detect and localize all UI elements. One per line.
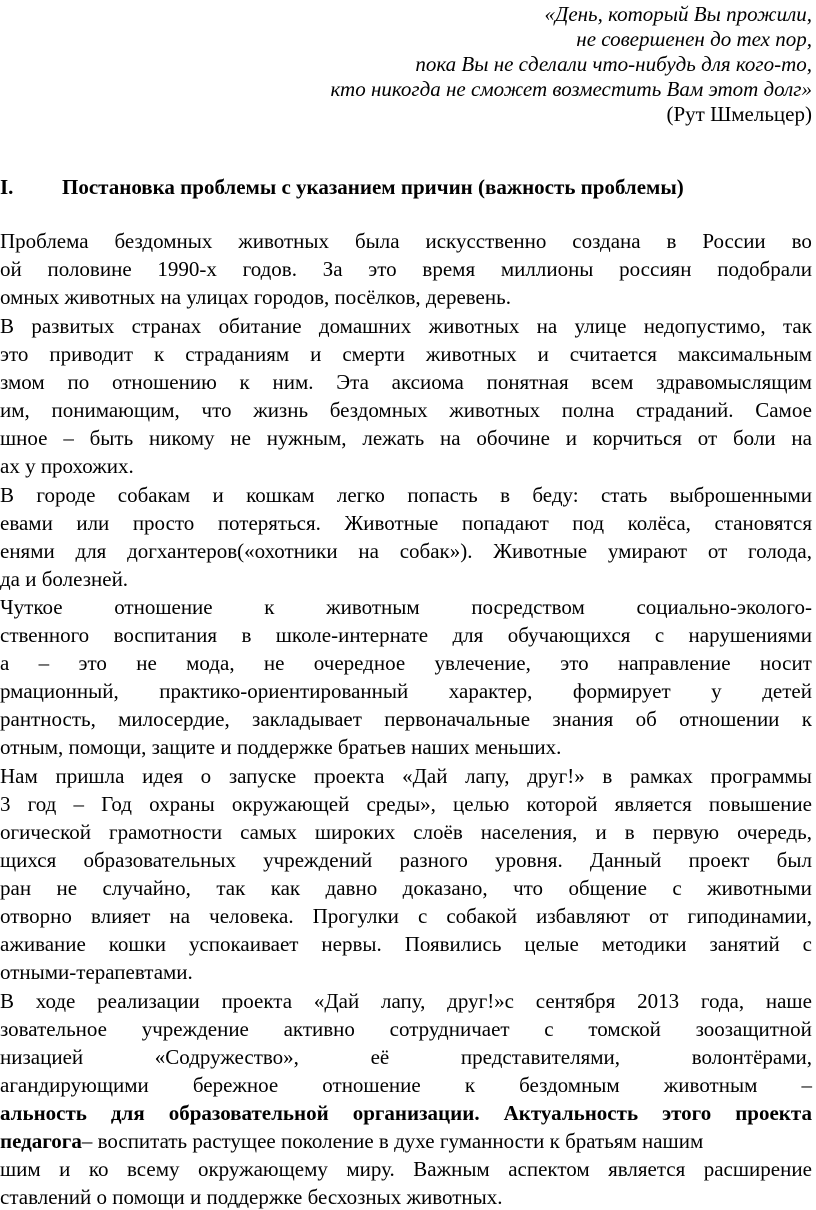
text-line: шим и ко всему окружающему миру. Важным аспектом является расширение	[0, 1157, 812, 1181]
epigraph-line: кто никогда не сможет возместить Вам этот долг»	[330, 77, 812, 101]
text-line: педагога– воспитать растущее поколение в духе гуманности к братьям нашим	[0, 1129, 704, 1153]
epigraph-line: «День, который Вы прожили,	[544, 2, 812, 26]
text-line: это приводит к страданиям и смерти животных и считается максимальным	[0, 342, 812, 366]
text-line: отворно влияет на человека. Прогулки с собакой избавляют от гиподинамии,	[0, 904, 812, 928]
text-line: зовательное учреждение активно сотрудничает с томской зоозащитной	[0, 1017, 812, 1041]
epigraph	[330, 2, 812, 127]
text-line: отным, помощи, защите и поддержке братьев наших меньших.	[0, 735, 562, 759]
text-line: аживание кошки успокаивает нервы. Появились целые методики занятий с	[0, 932, 812, 956]
epigraph-line: пока Вы не сделали что-нибудь для кого-то,	[415, 52, 812, 76]
epigraph-author: (Рут Шмельцер)	[666, 102, 812, 126]
text-line: ставлений о помощи и поддержке бесхозных животных.	[0, 1185, 503, 1209]
text-line: ой половине 1990-х годов. За это время миллионы россиян подобрали	[0, 257, 812, 281]
text-line: им, понимающим, что жизнь бездомных животных полна страданий. Самое	[0, 398, 812, 422]
text-line: ственного воспитания в школе-интернате для обучающихся с нарушениями	[0, 623, 812, 647]
text-line: омных животных на улицах городов, посёлков, деревень.	[0, 285, 511, 309]
text-line: В городе собакам и кошкам легко попасть в беду: стать выброшенными	[0, 483, 812, 507]
text-line: Нам пришла идея о запуске проекта «Дай лапу, друг!» в рамках программы	[0, 764, 812, 788]
text-line: В развитых странах обитание домашних животных на улице недопустимо, так	[0, 314, 812, 338]
text-line: низацией «Содружество», её представителями, волонтёрами,	[0, 1045, 812, 1069]
text-line: Проблема бездомных животных была искусственно создана в России во	[0, 229, 812, 253]
section-number: I.	[0, 175, 14, 199]
text-line: В ходе реализации проекта «Дай лапу, друг!»с сентября 2013 года, наше	[0, 989, 812, 1013]
text-line: ах у прохожих.	[0, 454, 134, 478]
text-line: змом по отношению к ним. Эта аксиома понятная всем здравомыслящим	[0, 370, 812, 394]
text-line: рмационный, практико-ориентированный характер, формирует у детей	[0, 679, 812, 703]
text-line: ран не случайно, так как давно доказано, что общение с животными	[0, 876, 812, 900]
text-line: агандирующими бережное отношение к бездомным животным –	[0, 1073, 812, 1097]
text-line: Чуткое отношение к животным посредством социально-эколого-	[0, 595, 812, 619]
text-line: да и болезней.	[0, 567, 129, 591]
text-line: огической грамотности самых широких слоёв населения, и в первую очередь,	[0, 820, 812, 844]
text-line: альность для образовательной организации. Актуальность этого проекта	[0, 1101, 812, 1125]
section-title: Постановка проблемы с указанием причин (важность проблемы)	[62, 175, 684, 199]
text-line: 3 год – Год охраны окружающей среды», целью которой является повышение	[0, 792, 812, 816]
text-line: а – это не мода, не очередное увлечение, это направление носит	[0, 651, 812, 675]
section-heading	[0, 174, 684, 200]
text-line: шное – быть никому не нужным, лежать на обочине и корчиться от боли на	[0, 426, 812, 450]
text-line: щихся образовательных учреждений разного уровня. Данный проект был	[0, 848, 812, 872]
text-line: енями для догхантеров(«охотники на собак»). Животные умирают от голода,	[0, 539, 812, 563]
epigraph-line: не совершенен до тех пор,	[576, 27, 812, 51]
text-line: рантность, милосердие, закладывает первоначальные знания об отношении к	[0, 707, 812, 731]
text-line: евами или просто потеряться. Животные попадают под колёса, становятся	[0, 511, 812, 535]
text-line: отными-терапевтами.	[0, 960, 193, 984]
